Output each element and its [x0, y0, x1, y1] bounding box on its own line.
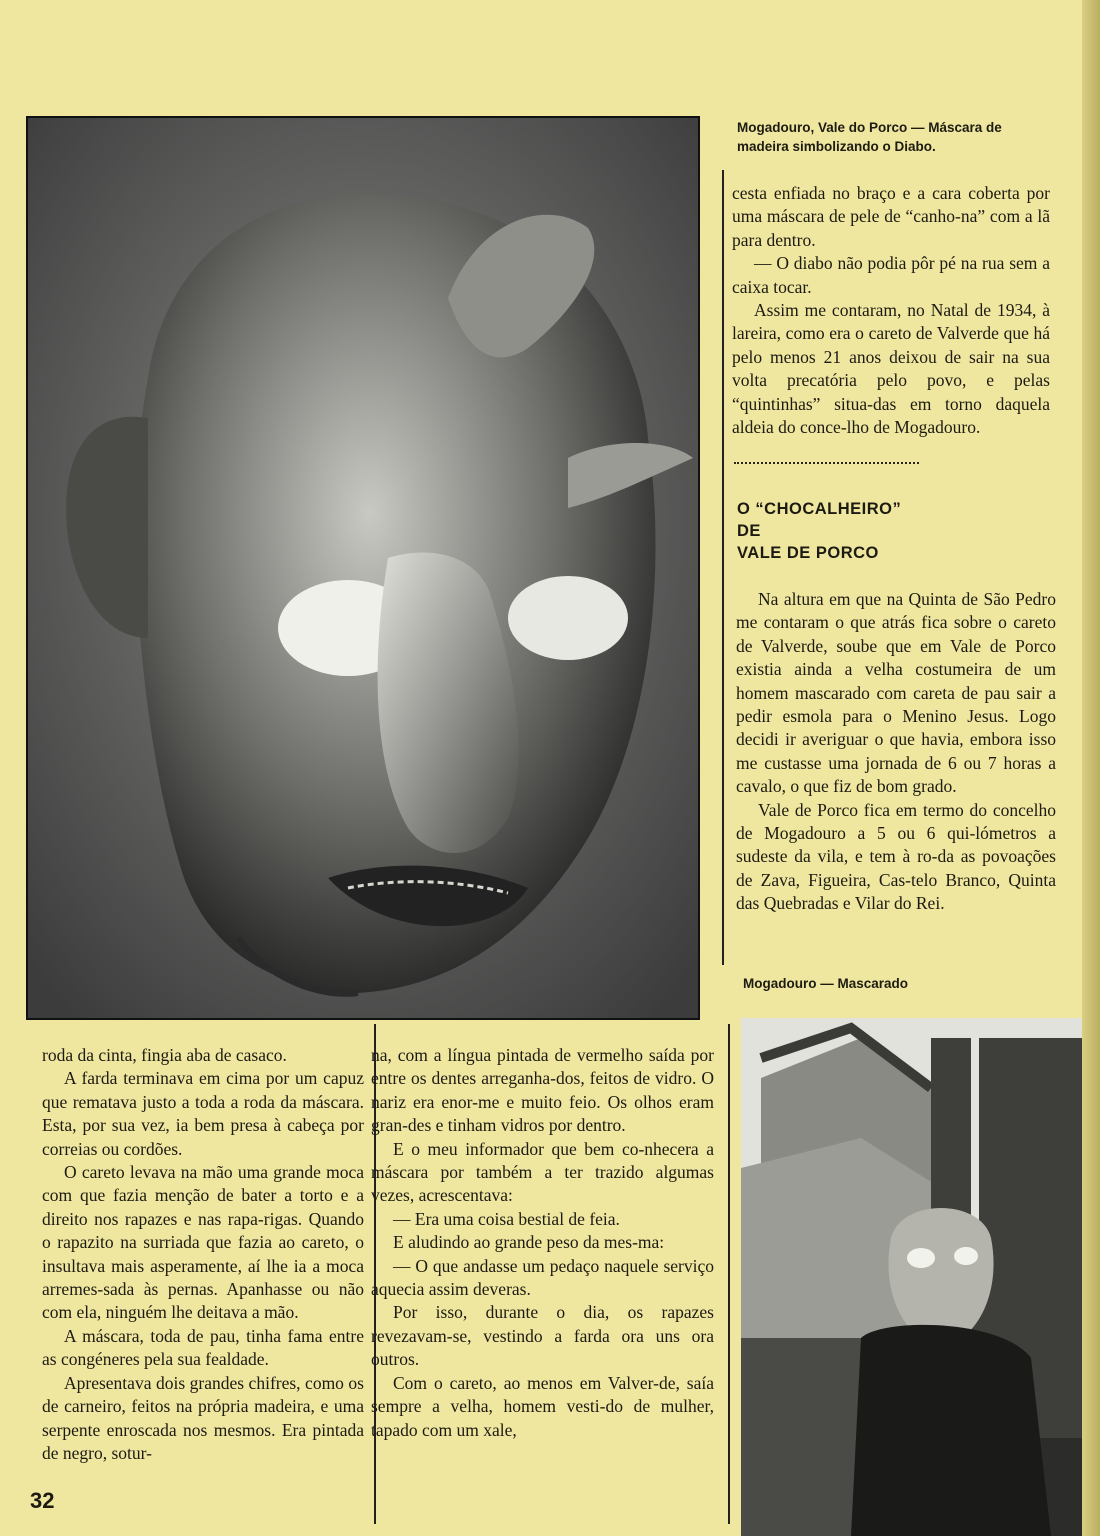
paragraph: — O que andasse um pedaço naquele serviço aquecia assim deveras. — [371, 1255, 714, 1300]
paragraph: na, com a língua pintada de vermelho saída por entre os dentes arreganha-dos, feitos de vidro. O nariz era enor-me e muito feio. Os olhos eram gran-des e tinham vidros por dentro. — [371, 1045, 714, 1136]
middle-column-text — [371, 1044, 714, 1442]
main-photo-caption: Mogadouro, Vale do Porco — Máscara de madeira simbolizando o Diabo. — [737, 120, 1002, 154]
masked-man-image — [741, 1018, 1082, 1536]
heading-line: O “CHOCALHEIRO” — [737, 500, 902, 518]
paragraph: Por isso, durante o dia, os rapazes revezavam-se, vestindo a farda ora uns ora outros. — [371, 1302, 714, 1370]
column-divider — [728, 1024, 730, 1524]
paragraph: A máscara, toda de pau, tinha fama entre as congéneres pela sua fealdade. — [42, 1325, 364, 1370]
side-photo-caption: Mogadouro — Mascarado — [743, 976, 909, 991]
paragraph: A farda terminava em cima por um capuz que rematava justo a toda a roda da máscara. Esta, por sua vez, ia bem presa à cabeça por correias ou cordões. — [42, 1068, 364, 1159]
paragraph: — O diabo não podia pôr pé na rua sem a caixa tocar. — [732, 253, 1050, 297]
section-separator-dots — [734, 456, 919, 464]
devil-mask-image — [28, 118, 698, 1018]
heading-line: VALE DE PORCO — [737, 544, 879, 562]
paragraph: — Era uma coisa bestial de feia. — [393, 1208, 620, 1229]
devil-mask-photo — [26, 116, 700, 1020]
paragraph: Assim me contaram, no Natal de 1934, à lareira, como era o careto de Valverde que há pelo menos 21 anos deixou de sair na sua volta precatória pelo povo, e pelas “quintinhas” situa-das em torno daquela aldeia do conce-lho de Mogadouro. — [732, 300, 1050, 438]
paragraph: roda da cinta, fingia aba de casaco. — [42, 1045, 287, 1065]
paragraph: cesta enfiada no braço e a cara coberta por uma máscara de pele de “canho-na” com a lã para dentro. — [732, 183, 1050, 250]
paragraph: Com o careto, ao menos em Valver-de, saía sempre a velha, homem vesti-do de mulher, tapado com um xale, — [371, 1372, 714, 1440]
page-number: 32 — [30, 1488, 55, 1513]
paragraph: E o meu informador que bem co-nhecera a máscara por também a ter trazido algumas vezes, acrescentava: — [371, 1138, 714, 1206]
right-column-section-text — [736, 588, 1056, 916]
paragraph: Apresentava dois grandes chifres, como os de carneiro, feitos na própria madeira, e uma serpente enroscada nos mesmos. Era pintada de negro, sotur- — [42, 1372, 364, 1463]
right-column-text — [732, 182, 1050, 439]
heading-line: DE — [737, 522, 761, 540]
page-binding-edge — [1082, 0, 1100, 1536]
paragraph: Na altura em que na Quinta de São Pedro me contaram o que atrás fica sobre o careto de Valverde, soube que em Vale de Porco existia ainda a velha costumeira de um homem mascarado com careta de pau sair a pedir esmola para o Menino Jesus. Logo decidi ir averiguar o que havia, embora isso me custasse uma jornada de 6 ou 7 horas a cavalo, o que fiz de bom grado. — [736, 589, 1056, 797]
masked-man-photo — [741, 1018, 1082, 1536]
paragraph: Vale de Porco fica em termo do concelho de Mogadouro a 5 ou 6 qui-lómetros a sudeste da vila, e tem à ro-da as povoações de Zava, Figueira, Cas-telo Branco, Quinta das Quebradas e Vilar do Rei. — [736, 799, 1056, 914]
left-column-text — [42, 1044, 364, 1465]
paragraph: O careto levava na mão uma grande moca com que fazia menção de bater a torto e a direito nos rapazes e nas rapa-rigas. Quando o rapazito na surriada que fazia ao careto, o insultava mais asperamente, aí lhe ia a moca arremes-sada às pernas. Apanhasse ou não com ela, ninguém lhe deitava a mão. — [42, 1162, 364, 1323]
section-heading — [737, 498, 997, 564]
paragraph: E aludindo ao grande peso da mes-ma: — [393, 1232, 665, 1253]
column-divider — [722, 170, 724, 965]
